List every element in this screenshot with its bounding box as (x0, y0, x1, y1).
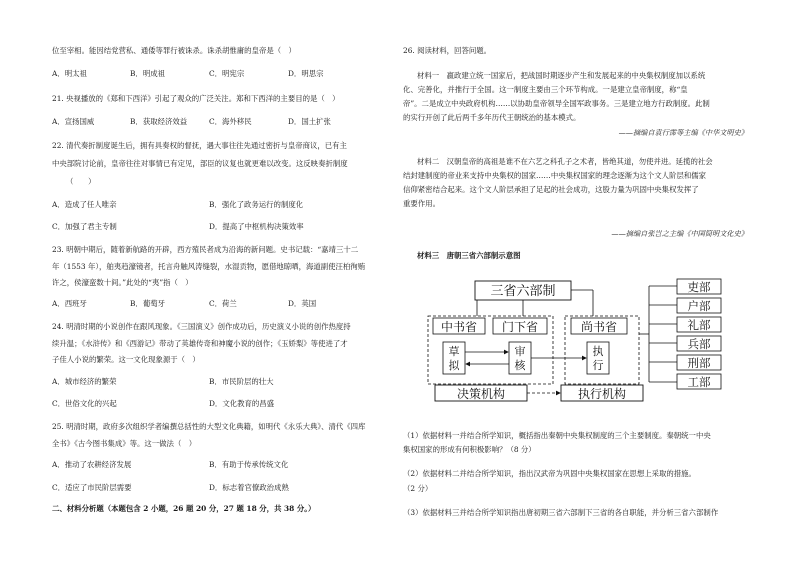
q24-option-a: A．城市经济的繁荣 (52, 377, 117, 386)
question-2-line-2: （2 分） (403, 484, 433, 493)
q21-stem: 21. 央视播放的《郑和下西洋》引起了观众的广泛关注。郑和下西洋的主要目的是（ ） (52, 94, 340, 103)
q22-option-a: A．造成了任人唯亲 (52, 200, 117, 209)
q24-option-b: B．市民阶层的壮大 (209, 377, 274, 386)
q20-option-d: D．明思宗 (288, 69, 324, 78)
question-1-line-1: （1）依据材料一并结合所学知识，概括指出秦朝中央集权制度的三个主要制度。秦朝统一中央 (403, 431, 711, 440)
decision-label: 决策机构 (456, 387, 506, 401)
q24-option-c: C．世俗文化的兴起 (52, 399, 117, 408)
q21-option-d: D．国土扩张 (288, 117, 331, 126)
execution-label: 执行机构 (577, 387, 627, 401)
ministry-justice: 刑部 (687, 356, 711, 370)
material-3-title: 材料三 唐朝三省六部制示意图 (417, 251, 521, 260)
q21-option-b: B．获取经济效益 (130, 117, 188, 126)
three-departments-six-ministries-diagram (425, 278, 755, 402)
q26-title: 26. 阅读材料，回答问题。 (403, 46, 492, 55)
q24-stem-1: 24. 明清时期的小说创作在跟风现象。《三国演义》创作成功后，历史演义小说的创作热度持 (52, 322, 351, 331)
ministry-war: 兵部 (687, 337, 711, 351)
q23-option-c: C．荷兰 (209, 299, 237, 308)
material-2-line-1: 材料二 汉朝皇帝的高祖是谁不在六艺之科孔子之术者，皆绝其道，勿使并进。延揽的社会 (417, 157, 713, 166)
q24-option-d: D．文化教育的昌盛 (209, 399, 275, 408)
q22-stem-1: 22. 清代奏折制度诞生后，拥有具奏权的督抚，遇大事往往先通过密折与皇帝商议，已有主 (52, 141, 347, 150)
execute-label-1: 执 (592, 345, 604, 358)
q23-option-d: D．英国 (288, 299, 317, 308)
q23-stem-3: 许之，侯濠蛮数十间。”此处的“夷”指（ ） (52, 278, 193, 287)
material-2-line-3: 信仰紧密结合起来。这个文人阶层承担了足起的社会成功，这股力量为巩固中央集权发挥了 (403, 185, 699, 194)
q25-option-d: D．标志着官僚政治成熟 (209, 483, 289, 492)
ministry-hu: 户部 (687, 299, 711, 313)
q21-option-a: A．宣扬国威 (52, 117, 95, 126)
q20-option-c: C．明宪宗 (209, 69, 245, 78)
ministry-li: 吏部 (687, 280, 711, 294)
draft-label-2: 拟 (448, 359, 460, 372)
material-1-source: ——摘编自袁行霈等主编《中华文明史》 (618, 128, 748, 137)
q22-option-d: D．提高了中枢机构决策效率 (209, 222, 304, 231)
material-2-line-2: 结封建制度的帝业来支持中央集权的国家……中央集权国家的理念逐渐为这个文人阶层和儒家 (403, 171, 707, 180)
q25-option-b: B．有助于传承传统文化 (209, 460, 289, 469)
q23-stem-2: 年（1553 年），舶夷趋濠镜者，托言舟触风涛缝裂，水湿贡物，愿借地晾晒，海道副使汪柏徇贿 (52, 262, 366, 271)
top-label: 三省六部制 (490, 284, 556, 299)
draft-label-1: 草 (448, 345, 460, 358)
question-2-line-1: （2）依据材料二并结合所学知识，指出汉武帝为巩固中央集权国家在思想上采取的措施。 (403, 469, 696, 478)
q24-stem-2: 续升温；《水浒传》和《西游记》带动了英雄传奇和神魔小说的创作；《玉娇梨》等使进了才 (52, 339, 348, 348)
q20-option-b: B．明成祖 (130, 69, 165, 78)
q23-stem-1: 23. 明朝中期后，随着新航路的开辟，西方殖民者成为沿海的新问题。史书记载：“嘉靖三十二 (52, 245, 359, 254)
question-3-line-1: （3）依据材料三并结合所学知识指出唐初期三省六部制下三省的各自职能，并分析三省六部制作 (403, 508, 719, 517)
zhongshu-label: 中书省 (440, 320, 478, 334)
q25-stem-2: 全书》《古今图书集成》等。这一做法（ ） (52, 439, 197, 448)
ministry-rites: 礼部 (687, 318, 711, 332)
q20-stem: 位至宰相。能因结党营私、通倭等罪行被诛杀。诛杀胡惟庸的皇帝是（ ） (52, 46, 296, 55)
material-2-line-4: 重要作用。 (403, 199, 440, 208)
review-label-1: 审 (514, 345, 526, 358)
material-1-line-4: 的实行开创了此后两千多年历代王朝统治的基本模式。 (403, 113, 581, 122)
material-2-source: ——摘编自张岂之主编《中国简明文化史》 (611, 229, 748, 238)
menxia-label: 门下省 (501, 320, 539, 334)
review-label-2: 核 (514, 359, 526, 372)
q25-stem-1: 25. 明清时期，政府多次组织学者编撰总括性的大型文化典籍，如明代《永乐大典》、清代《四库 (52, 422, 366, 431)
section-2-heading: 二、材料分析题（本题包含 2 小题，26 题 20 分，27 题 18 分，共 38 分。） (52, 504, 316, 513)
q20-option-a: A．明太祖 (52, 69, 87, 78)
material-1-line-1: 材料一 嬴政建立统一国家后，把战国时期逐步产生和发展起来的中央集权制度加以系统 (417, 71, 706, 80)
q22-option-c: C．加强了君主专制 (52, 222, 117, 231)
shangshu-label: 尚书省 (580, 320, 618, 334)
ministries-list (649, 279, 721, 389)
question-1-line-2: 集权国家的形成有何积极影响？（8 分） (403, 445, 536, 454)
q23-option-a: A．西班牙 (52, 299, 87, 308)
q22-option-b: B．强化了政务运行的制度化 (209, 200, 304, 209)
material-1-line-3: 帝”。二是成立中央政府机构……以协助皇帝领导全国军政事务。三是建立地方行政制度。此制 (403, 99, 710, 108)
q24-stem-3: 子佳人小说的繁荣。这一文化现象源于（ ） (52, 355, 200, 364)
q25-option-a: A．推动了农耕经济发展 (52, 460, 132, 469)
execute-label-2: 行 (592, 359, 604, 372)
q22-stem-3: （ ） (66, 177, 96, 186)
q23-option-b: B．葡萄牙 (130, 299, 165, 308)
material-1-line-2: 化、完善化，并推行于全国。这一制度主要由三个环节构成。一是建立皇帝制度，称“皇 (403, 85, 688, 94)
ministry-works: 工部 (687, 375, 711, 389)
q22-stem-2: 中央部院讨论前，皇帝往往对事情已有定见，部臣的议复也就更难以改变。这反映奏折制度 (52, 159, 348, 168)
q25-option-c: C．适应了市民阶层需要 (52, 483, 132, 492)
q21-option-c: C．海外移民 (209, 117, 252, 126)
